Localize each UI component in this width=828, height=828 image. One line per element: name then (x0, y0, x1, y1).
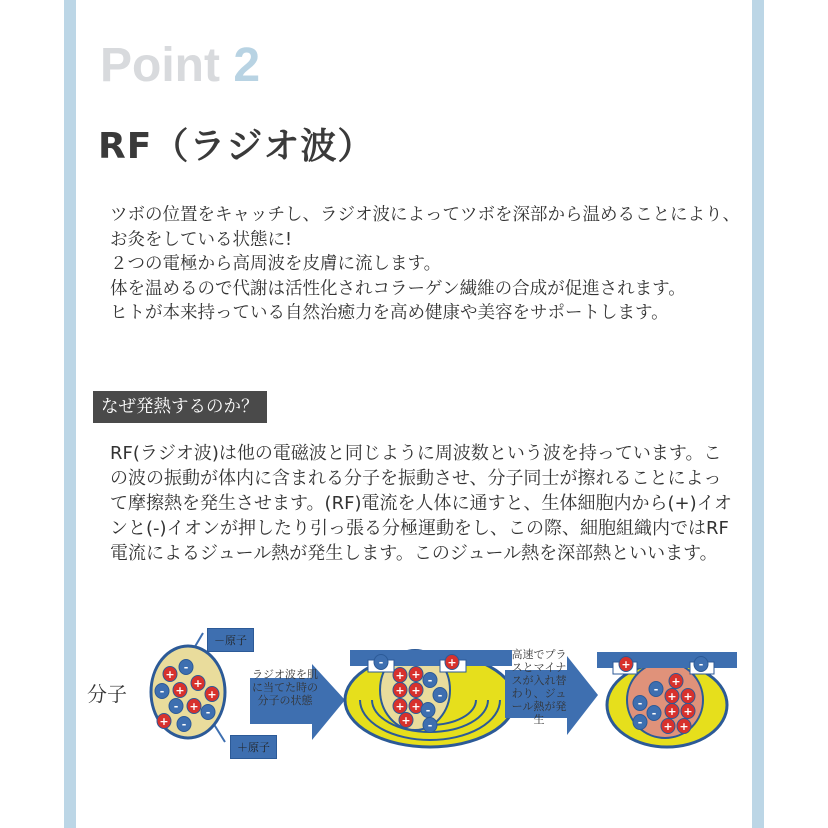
plus-atom-label: ＋原子 (230, 735, 277, 759)
ion-sign: - (183, 661, 189, 674)
ion-sign: + (679, 720, 689, 733)
intro-line: ヒトが本来持っている自然治癒力を高め健康や美容をサポートします。 (110, 303, 669, 323)
point-number: 2 (233, 39, 261, 92)
ion-sign: + (207, 688, 217, 701)
ion-sign: + (395, 669, 405, 682)
ion-sign: + (411, 684, 421, 697)
intro-line: 体を温めるので代謝は活性化されコラーゲン繊維の合成が促進されます。 (110, 278, 686, 299)
ion-sign: + (663, 720, 673, 733)
section-body: RF(ラジオ波)は他の電磁波と同じように周波数という波を持っています。この波の振動が体内に含まれる分子を振動させ、分子同士が擦れることによって摩擦熱を発生させます。(RF)電流を人体に通すと、生体細胞内から(+)イオンと(-)イオンが押したり引っ張る分極運動をし、この際、細胞組織内ではRF電流によるジュール熱が発生します。このジュール熱を深部熱といいます。 (110, 443, 733, 564)
ion-sign: - (427, 719, 433, 732)
molecule-label: 分子 (87, 682, 127, 706)
ion-sign: + (667, 705, 677, 718)
ion-sign: - (637, 697, 643, 710)
ion-sign: + (193, 677, 203, 690)
ion-sign: - (425, 704, 431, 717)
ion-sign: + (189, 700, 199, 713)
ion-sign: + (683, 690, 693, 703)
ion-sign: + (395, 700, 405, 713)
section-heading: なぜ発熱するのか？ (93, 391, 267, 423)
page-title: RF（ラジオ波） (98, 126, 375, 167)
ion-sign: - (427, 674, 433, 687)
ion-sign: + (621, 658, 631, 671)
ion-sign: - (698, 658, 704, 671)
intro-line: ２つの電極から高周波を皮膚に流します。 (110, 254, 442, 274)
ion-sign: - (653, 683, 659, 696)
ion-sign: + (165, 668, 175, 681)
ion-sign: + (395, 684, 405, 697)
ion-sign: - (181, 718, 187, 731)
arrow-1-text: ラジオ波を肌に当てた時の分子の状態 (252, 668, 318, 707)
intro-line: ツボの位置をキャッチし、ラジオ波によってツボを深部から温めることにより、お灸をしている状態に! (110, 205, 740, 250)
ion-sign: + (447, 656, 457, 669)
minus-atom-label: －原子 (207, 628, 254, 652)
ion-sign: - (205, 706, 211, 719)
ion-sign: - (378, 656, 384, 669)
ion-sign: + (667, 690, 677, 703)
ion-sign: - (637, 716, 643, 729)
point-label: Point (100, 39, 220, 92)
ion-sign: + (411, 700, 421, 713)
ion-sign: + (159, 715, 169, 728)
ion-sign: - (437, 689, 443, 702)
ion-sign: - (651, 707, 657, 720)
ion-sign: - (159, 685, 165, 698)
ion-sign: + (683, 705, 693, 718)
ion-sign: + (411, 668, 421, 681)
ion-sign: - (173, 700, 179, 713)
ion-sign: + (401, 714, 411, 727)
arrow-2-text: 高速でプラスとマイナスが入れ替わり、ジュール熱が発生 (511, 648, 567, 726)
ion-sign: + (175, 684, 185, 697)
ion-sign: + (671, 675, 681, 688)
